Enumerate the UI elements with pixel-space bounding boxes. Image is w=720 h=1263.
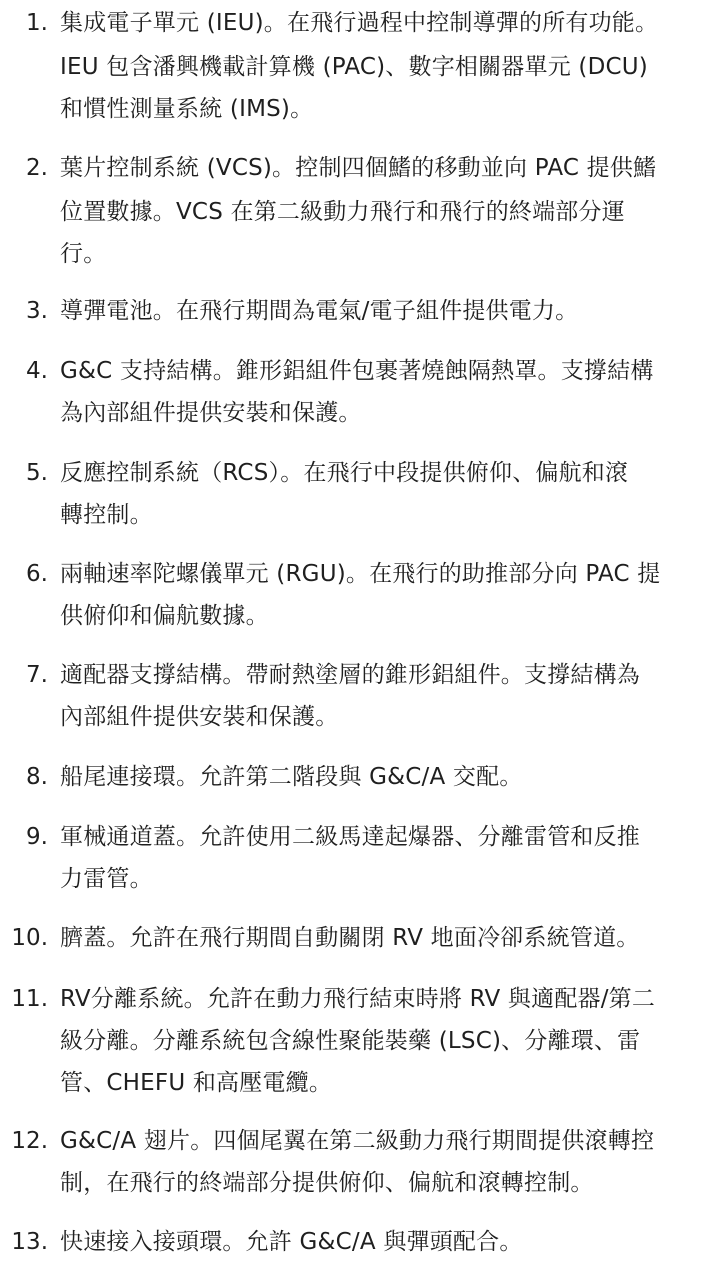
item-text-line: 臍蓋。允許在飛行期間自動關閉 RV 地面冷卻系統管道。 xyxy=(60,925,640,951)
item-text-line: 制，在飛行的終端部分提供俯仰、偏航和滾轉控制。 xyxy=(60,1170,594,1196)
item-number: 6. xyxy=(26,561,48,587)
item-number: 5. xyxy=(26,460,48,486)
item-number: 3. xyxy=(26,298,48,324)
item-text-line: IEU 包含潘興機載計算機 (PAC)、數字相關器單元 (DCU) xyxy=(60,54,648,80)
item-text-line: G&C/A 翅片。四個尾翼在第二級動力飛行期間提供滾轉控 xyxy=(60,1128,655,1154)
item-text-line: 軍械通道蓋。允許使用二級馬達起爆器、分離雷管和反推 xyxy=(60,824,640,850)
item-text-line: 轉控制。 xyxy=(60,502,153,528)
item-text-line: 供俯仰和偏航數據。 xyxy=(60,603,269,629)
item-text-line: G&C 支持結構。錐形鋁組件包裹著燒蝕隔熱罩。支撐結構 xyxy=(60,358,654,384)
item-text-line: 葉片控制系統 (VCS)。控制四個鰭的移動並向 PAC 提供鰭 xyxy=(60,155,657,181)
item-text-line: 反應控制系統（RCS）。在飛行中段提供俯仰、偏航和滾 xyxy=(60,460,629,486)
item-number: 11. xyxy=(11,986,48,1012)
item-number: 4. xyxy=(26,358,48,384)
item-text-line: 為內部組件提供安裝和保護。 xyxy=(60,400,362,426)
item-text-line: 船尾連接環。允許第二階段與 G&C/A 交配。 xyxy=(60,764,523,790)
item-number: 10. xyxy=(11,925,48,951)
item-text-line: RV分離系統。允許在動力飛行結束時將 RV 與適配器/第二 xyxy=(60,986,656,1012)
item-number: 12. xyxy=(11,1128,48,1154)
item-number: 7. xyxy=(26,662,48,688)
item-number: 13. xyxy=(11,1229,48,1255)
item-text-line: 位置數據。VCS 在第二級動力飛行和飛行的終端部分運 xyxy=(60,199,625,225)
item-text-line: 內部組件提供安裝和保護。 xyxy=(60,704,339,730)
item-number: 2. xyxy=(26,155,48,181)
item-text-line: 行。 xyxy=(60,241,107,267)
item-text-line: 導彈電池。在飛行期間為電氣/電子組件提供電力。 xyxy=(60,298,579,324)
item-text-line: 管、CHEFU 和高壓電纜。 xyxy=(60,1070,333,1096)
item-number: 1. xyxy=(26,10,48,36)
item-text-line: 力雷管。 xyxy=(60,866,153,892)
item-number: 8. xyxy=(26,764,48,790)
item-text-line: 兩軸速率陀螺儀單元 (RGU)。在飛行的助推部分向 PAC 提 xyxy=(60,561,661,587)
item-text-line: 級分離。分離系統包含線性聚能裝藥 (LSC)、分離環、雷 xyxy=(60,1028,641,1054)
item-text-line: 集成電子單元 (IEU)。在飛行過程中控制導彈的所有功能。 xyxy=(60,10,659,36)
item-text-line: 適配器支撐結構。帶耐熱塗層的錐形鋁組件。支撐結構為 xyxy=(60,662,640,688)
item-text-line: 快速接入接頭環。允許 G&C/A 與彈頭配合。 xyxy=(60,1229,523,1255)
item-text-line: 和慣性測量系統 (IMS)。 xyxy=(60,96,314,122)
item-number: 9. xyxy=(26,824,48,850)
